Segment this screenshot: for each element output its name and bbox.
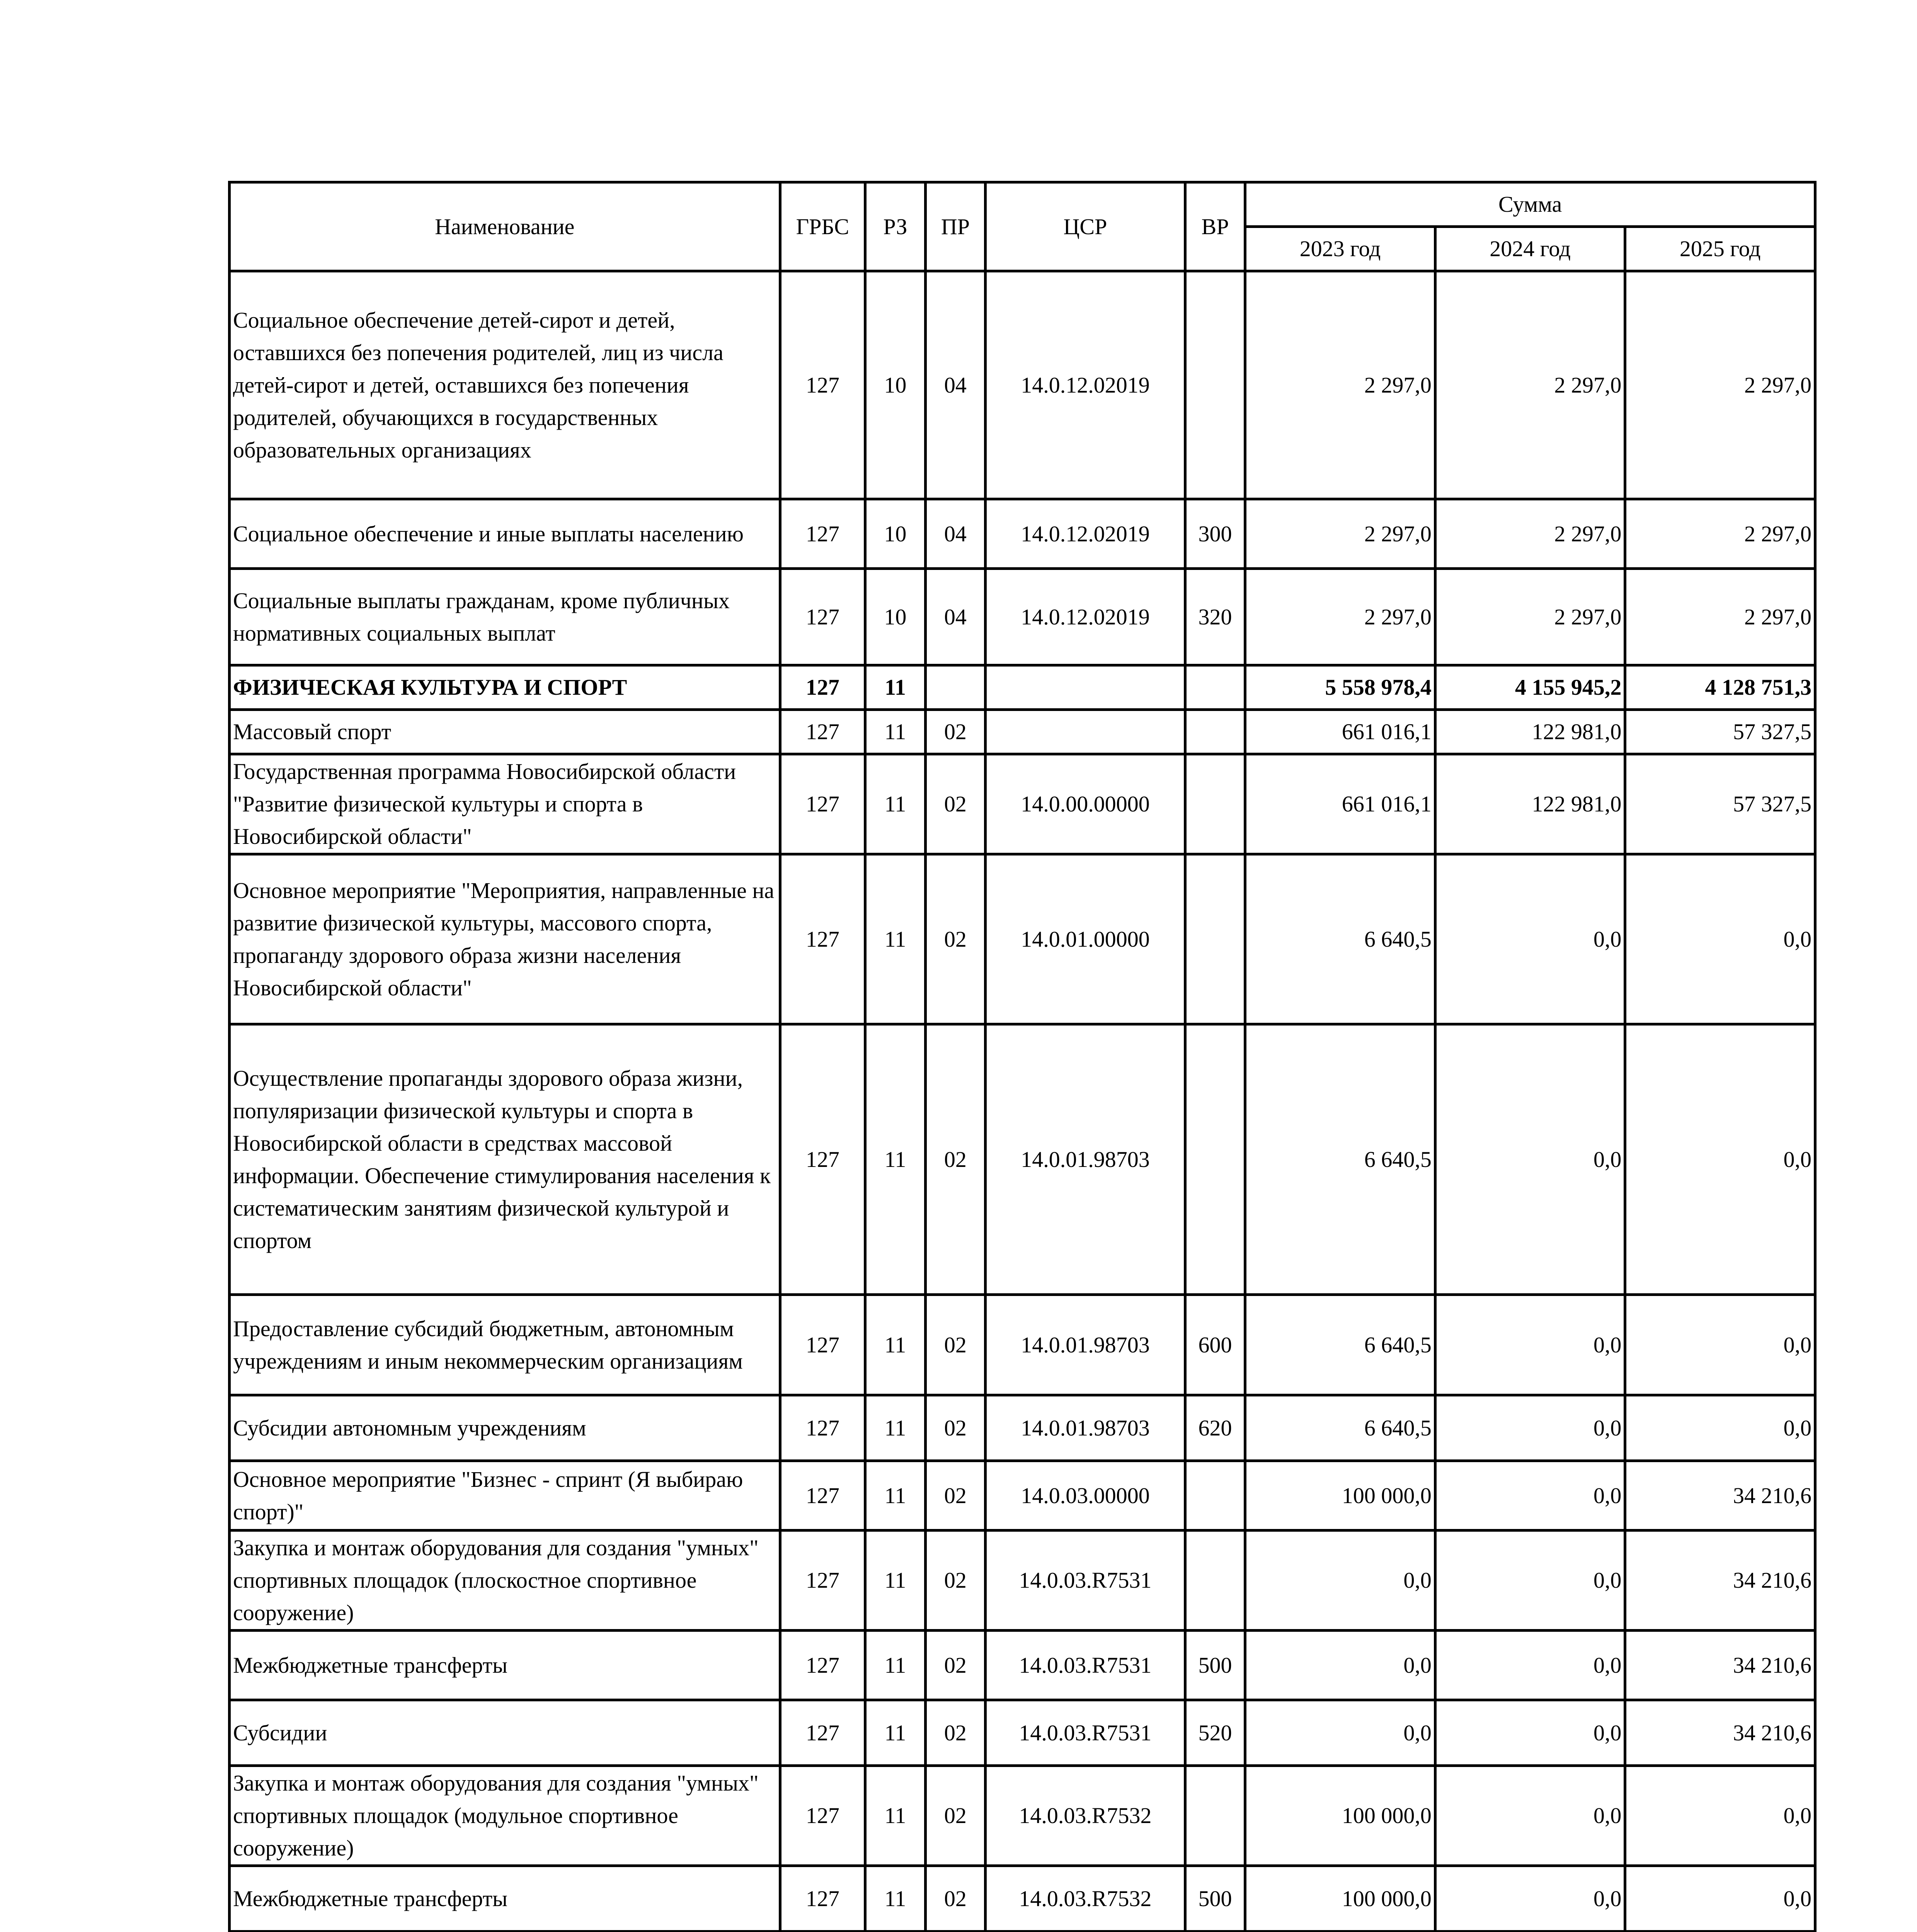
sum-2023-cell: 5 558 978,4 [1245,665,1435,710]
pr-cell: 02 [925,710,985,754]
csr-cell: 14.0.03.R7532 [986,1766,1185,1866]
sum-2023-cell: 2 297,0 [1245,499,1435,569]
table-row [230,1531,1815,1631]
sum-2023-cell: 6 640,5 [1245,1295,1435,1395]
sum-2023-cell: 100 000,0 [1245,1866,1435,1932]
sum-2025-cell: 34 210,6 [1625,1631,1815,1700]
csr-cell: 14.0.12.02019 [986,271,1185,499]
header-2024: 2024 год [1435,227,1625,271]
csr-cell: 14.0.01.00000 [986,854,1185,1024]
sum-2025-cell: 34 210,6 [1625,1700,1815,1766]
vr-cell [1185,854,1245,1024]
row-name: ФИЗИЧЕСКАЯ КУЛЬТУРА И СПОРТ [230,665,780,710]
row-name: Субсидии [230,1700,780,1766]
row-name: Межбюджетные трансферты [230,1866,780,1932]
sum-2025-cell: 0,0 [1625,1866,1815,1932]
rz-cell: 11 [865,754,925,854]
table-row [230,1700,1815,1766]
header-grbs: ГРБС [780,182,865,271]
table-row [230,1766,1815,1866]
rz-cell: 11 [865,1631,925,1700]
sum-2024-cell: 0,0 [1435,1766,1625,1866]
pr-cell: 02 [925,1295,985,1395]
grbs-cell: 127 [780,754,865,854]
csr-cell [986,665,1185,710]
grbs-cell: 127 [780,854,865,1024]
sum-2025-cell: 57 327,5 [1625,754,1815,854]
sum-2025-cell: 0,0 [1625,1024,1815,1295]
sum-2024-cell: 122 981,0 [1435,710,1625,754]
sum-2023-cell: 661 016,1 [1245,710,1435,754]
pr-cell: 02 [925,1024,985,1295]
rz-cell: 11 [865,1700,925,1766]
csr-cell: 14.0.01.98703 [986,1395,1185,1461]
vr-cell [1185,1766,1245,1866]
rz-cell: 11 [865,854,925,1024]
csr-cell: 14.0.12.02019 [986,499,1185,569]
sum-2023-cell: 0,0 [1245,1631,1435,1700]
sum-2023-cell: 2 297,0 [1245,271,1435,499]
sum-2023-cell: 661 016,1 [1245,754,1435,854]
row-name: Основное мероприятие "Мероприятия, направленные на развитие физической культуры, массового спорта, пропаганду здорового образа жизни населения Новосибирской области" [230,854,780,1024]
sum-2023-cell: 100 000,0 [1245,1766,1435,1866]
grbs-cell: 127 [780,1024,865,1295]
csr-cell: 14.0.00.00000 [986,754,1185,854]
pr-cell: 04 [925,499,985,569]
row-name: Социальное обеспечение детей-сирот и детей, оставшихся без попечения родителей, лиц из числа детей-сирот и детей, оставшихся без попечения родителей, обучающихся в государственных образовательных организациях [230,271,780,499]
grbs-cell: 127 [780,1531,865,1631]
row-name: Социальное обеспечение и иные выплаты населению [230,499,780,569]
vr-cell: 500 [1185,1866,1245,1932]
csr-cell: 14.0.12.02019 [986,569,1185,665]
header-pr: ПР [925,182,985,271]
rz-cell: 10 [865,499,925,569]
sum-2023-cell: 6 640,5 [1245,854,1435,1024]
table-header [230,182,1815,271]
header-2025: 2025 год [1625,227,1815,271]
vr-cell: 300 [1185,499,1245,569]
header-rz: РЗ [865,182,925,271]
table-row [230,499,1815,569]
sum-2024-cell: 0,0 [1435,1461,1625,1531]
sum-2023-cell: 2 297,0 [1245,569,1435,665]
sum-2025-cell: 4 128 751,3 [1625,665,1815,710]
vr-cell [1185,754,1245,854]
vr-cell: 320 [1185,569,1245,665]
grbs-cell: 127 [780,710,865,754]
pr-cell: 02 [925,1700,985,1766]
csr-cell: 14.0.01.98703 [986,1024,1185,1295]
sum-2024-cell: 0,0 [1435,1700,1625,1766]
pr-cell: 02 [925,754,985,854]
grbs-cell: 127 [780,665,865,710]
row-name: Межбюджетные трансферты [230,1631,780,1700]
sum-2025-cell: 57 327,5 [1625,710,1815,754]
pr-cell [925,665,985,710]
rz-cell: 11 [865,1866,925,1932]
row-name: Осуществление пропаганды здорового образа жизни, популяризации физической культуры и спорта в Новосибирской области в средствах массовой информации. Обеспечение стимулирования населения к систематическим занятиям физической культурой и спортом [230,1024,780,1295]
header-vr: ВР [1185,182,1245,271]
vr-cell [1185,665,1245,710]
grbs-cell: 127 [780,1461,865,1531]
table-row [230,710,1815,754]
vr-cell: 600 [1185,1295,1245,1395]
sum-2025-cell: 0,0 [1625,1766,1815,1866]
rz-cell: 11 [865,1395,925,1461]
table-row [230,1461,1815,1531]
header-name: Наименование [230,182,780,271]
grbs-cell: 127 [780,569,865,665]
rz-cell: 11 [865,665,925,710]
pr-cell: 04 [925,271,985,499]
csr-cell: 14.0.03.00000 [986,1461,1185,1531]
pr-cell: 02 [925,1766,985,1866]
row-name: Закупка и монтаж оборудования для создания "умных" спортивных площадок (модульное спортивное сооружение) [230,1766,780,1866]
sum-2025-cell: 0,0 [1625,1395,1815,1461]
rz-cell: 11 [865,1024,925,1295]
pr-cell: 02 [925,1631,985,1700]
sum-2025-cell: 0,0 [1625,1295,1815,1395]
row-name: Массовый спорт [230,710,780,754]
sum-2023-cell: 0,0 [1245,1700,1435,1766]
sum-2024-cell: 2 297,0 [1435,569,1625,665]
grbs-cell: 127 [780,1631,865,1700]
sum-2025-cell: 2 297,0 [1625,569,1815,665]
csr-cell: 14.0.03.R7531 [986,1631,1185,1700]
table-row [230,1295,1815,1395]
csr-cell: 14.0.03.R7532 [986,1866,1185,1932]
table-row [230,1866,1815,1932]
table-row [230,754,1815,854]
sum-2023-cell: 100 000,0 [1245,1461,1435,1531]
csr-cell: 14.0.01.98703 [986,1295,1185,1395]
csr-cell: 14.0.03.R7531 [986,1531,1185,1631]
table-row [230,1631,1815,1700]
row-name: Закупка и монтаж оборудования для создания "умных" спортивных площадок (плоскостное спортивное сооружение) [230,1531,780,1631]
grbs-cell: 127 [780,1766,865,1866]
pr-cell: 02 [925,1395,985,1461]
pr-cell: 02 [925,1531,985,1631]
budget-table [228,181,1817,1932]
sum-2025-cell: 34 210,6 [1625,1461,1815,1531]
rz-cell: 11 [865,710,925,754]
sum-2024-cell: 0,0 [1435,1531,1625,1631]
sum-2024-cell: 2 297,0 [1435,499,1625,569]
pr-cell: 02 [925,1866,985,1932]
sum-2024-cell: 0,0 [1435,1631,1625,1700]
header-csr: ЦСР [986,182,1185,271]
pr-cell: 02 [925,1461,985,1531]
grbs-cell: 127 [780,1395,865,1461]
vr-cell [1185,1024,1245,1295]
row-name: Основное мероприятие "Бизнес - спринт (Я выбираю спорт)" [230,1461,780,1531]
rz-cell: 11 [865,1295,925,1395]
rz-cell: 11 [865,1766,925,1866]
sum-2023-cell: 6 640,5 [1245,1024,1435,1295]
table-body [230,271,1815,1932]
header-2023: 2023 год [1245,227,1435,271]
grbs-cell: 127 [780,271,865,499]
sum-2024-cell: 0,0 [1435,1295,1625,1395]
table-row [230,569,1815,665]
sum-2024-cell: 0,0 [1435,1024,1625,1295]
sum-2023-cell: 6 640,5 [1245,1395,1435,1461]
row-name: Государственная программа Новосибирской области "Развитие физической культуры и спорта в Новосибирской области" [230,754,780,854]
rz-cell: 10 [865,569,925,665]
table-row [230,271,1815,499]
grbs-cell: 127 [780,1700,865,1766]
table-row [230,1024,1815,1295]
grbs-cell: 127 [780,499,865,569]
sum-2025-cell: 0,0 [1625,854,1815,1024]
sum-2025-cell: 2 297,0 [1625,271,1815,499]
table-row [230,665,1815,710]
sum-2024-cell: 0,0 [1435,854,1625,1024]
row-name: Социальные выплаты гражданам, кроме публичных нормативных социальных выплат [230,569,780,665]
table-row [230,1395,1815,1461]
sum-2024-cell: 4 155 945,2 [1435,665,1625,710]
rz-cell: 11 [865,1461,925,1531]
vr-cell [1185,1531,1245,1631]
sum-2023-cell: 0,0 [1245,1531,1435,1631]
csr-cell: 14.0.03.R7531 [986,1700,1185,1766]
grbs-cell: 127 [780,1295,865,1395]
vr-cell [1185,1461,1245,1531]
csr-cell [986,710,1185,754]
sum-2024-cell: 122 981,0 [1435,754,1625,854]
header-sum: Сумма [1245,182,1815,227]
vr-cell: 620 [1185,1395,1245,1461]
vr-cell: 520 [1185,1700,1245,1766]
pr-cell: 02 [925,854,985,1024]
row-name: Предоставление субсидий бюджетным, автономным учреждениям и иным некоммерческим организациям [230,1295,780,1395]
grbs-cell: 127 [780,1866,865,1932]
rz-cell: 10 [865,271,925,499]
sum-2024-cell: 0,0 [1435,1866,1625,1932]
sum-2024-cell: 0,0 [1435,1395,1625,1461]
row-name: Субсидии автономным учреждениям [230,1395,780,1461]
rz-cell: 11 [865,1531,925,1631]
vr-cell: 500 [1185,1631,1245,1700]
sum-2025-cell: 2 297,0 [1625,499,1815,569]
vr-cell [1185,710,1245,754]
sum-2025-cell: 34 210,6 [1625,1531,1815,1631]
sum-2024-cell: 2 297,0 [1435,271,1625,499]
vr-cell [1185,271,1245,499]
table-row [230,854,1815,1024]
pr-cell: 04 [925,569,985,665]
